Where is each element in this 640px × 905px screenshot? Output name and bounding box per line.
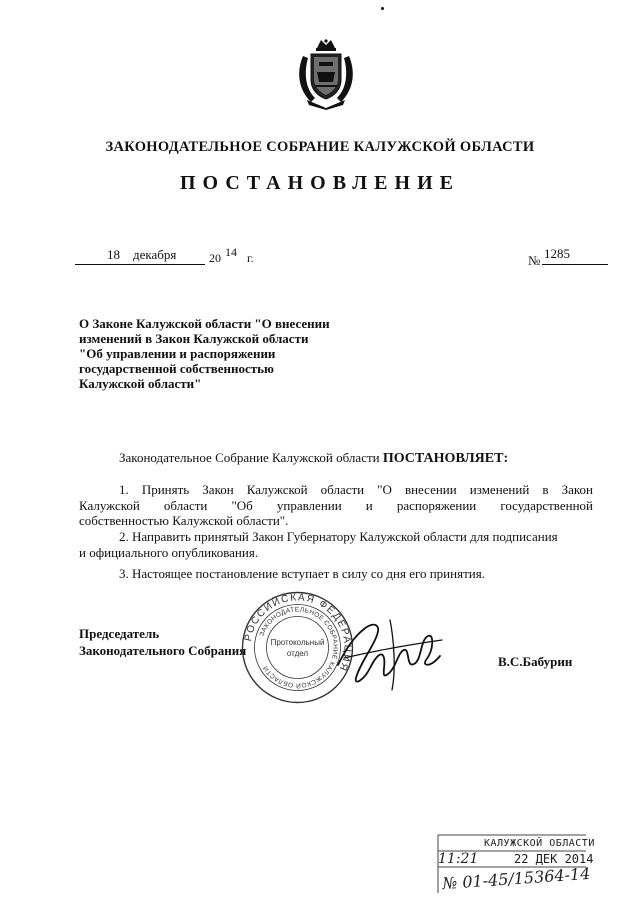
receipt-stamp-region: КАЛУЖСКОЙ ОБЛАСТИ <box>484 838 595 849</box>
date-year-suffix: 14 <box>225 245 237 259</box>
number-sign: № <box>528 253 541 268</box>
item-line: собственностью Калужской области". <box>79 513 289 528</box>
date-day: 18 <box>107 247 120 262</box>
subject-line: государственной собственностью <box>79 361 274 376</box>
organization-title: ЗАКОНОДАТЕЛЬНОЕ СОБРАНИЕ КАЛУЖСКОЙ ОБЛАСТИ <box>105 139 535 155</box>
date-underline <box>75 264 205 265</box>
seal-outer-text: РОССИЙСКАЯ ФЕДЕРАЦИЯ <box>242 592 353 674</box>
coat-of-arms-emblem <box>295 38 357 110</box>
preamble-text: Законодательное Собрание Калужской области <box>119 450 383 465</box>
preamble-decree-word: ПОСТАНОВЛЯЕТ: <box>382 451 509 466</box>
seal-middle-text: ЗАКОНОДАТЕЛЬНОЕ СОБРАНИЕ КАЛУЖСКОЙ ОБЛАСТИ <box>258 606 339 689</box>
item-line: 1. Принять Закон Калужской области "О внесении изменений в Закон <box>119 482 593 497</box>
document-type-heading: ПОСТАНОВЛЕНИЕ <box>180 172 460 194</box>
number-underline <box>542 264 608 265</box>
position-line: Законодательного Собрания <box>79 643 247 658</box>
item-1 <box>79 482 593 529</box>
position-line: Председатель <box>79 626 160 641</box>
seal-center-line1: Протокольный <box>270 638 325 647</box>
number-value: 1285 <box>544 246 570 261</box>
item-3 <box>79 566 593 582</box>
subject-line: О Законе Калужской области "О внесении <box>79 316 330 331</box>
item-2 <box>79 529 593 560</box>
item-line: Калужской области "Об управлении и распоряжении государственной <box>79 497 593 513</box>
subject-line: изменений в Закон Калужской области <box>79 331 309 346</box>
resolution-subject <box>79 316 399 391</box>
resolution-number <box>520 246 600 269</box>
item-line: и официального опубликования. <box>79 544 259 560</box>
top-mark-dot <box>381 7 384 10</box>
date-month: декабря <box>133 247 177 262</box>
signatory-position <box>79 625 246 659</box>
handwritten-signature <box>330 610 450 695</box>
receipt-stamp-handwritten-time: 11:21 <box>438 851 479 867</box>
resolution-date <box>75 247 255 267</box>
signatory-name: В.С.Бабурин <box>498 654 573 669</box>
subject-line: Калужской области" <box>79 376 202 391</box>
seal-center-line2: отдел <box>286 649 309 658</box>
date-year-prefix: 20 <box>209 251 221 265</box>
receipt-stamp-date: 22 ДЕК 2014 <box>514 852 594 866</box>
item-line: 3. Настоящее постановление вступает в силу со дня его принятия. <box>119 566 485 581</box>
receipt-stamp-reg-number: № 01-45/15364-14 <box>441 863 591 894</box>
item-line: 2. Направить принятый Закон Губернатору Калужской области для подписания <box>119 529 558 544</box>
subject-line: "Об управлении и распоряжении <box>79 346 276 361</box>
date-year-unit: г. <box>247 251 254 265</box>
preamble <box>119 450 508 467</box>
